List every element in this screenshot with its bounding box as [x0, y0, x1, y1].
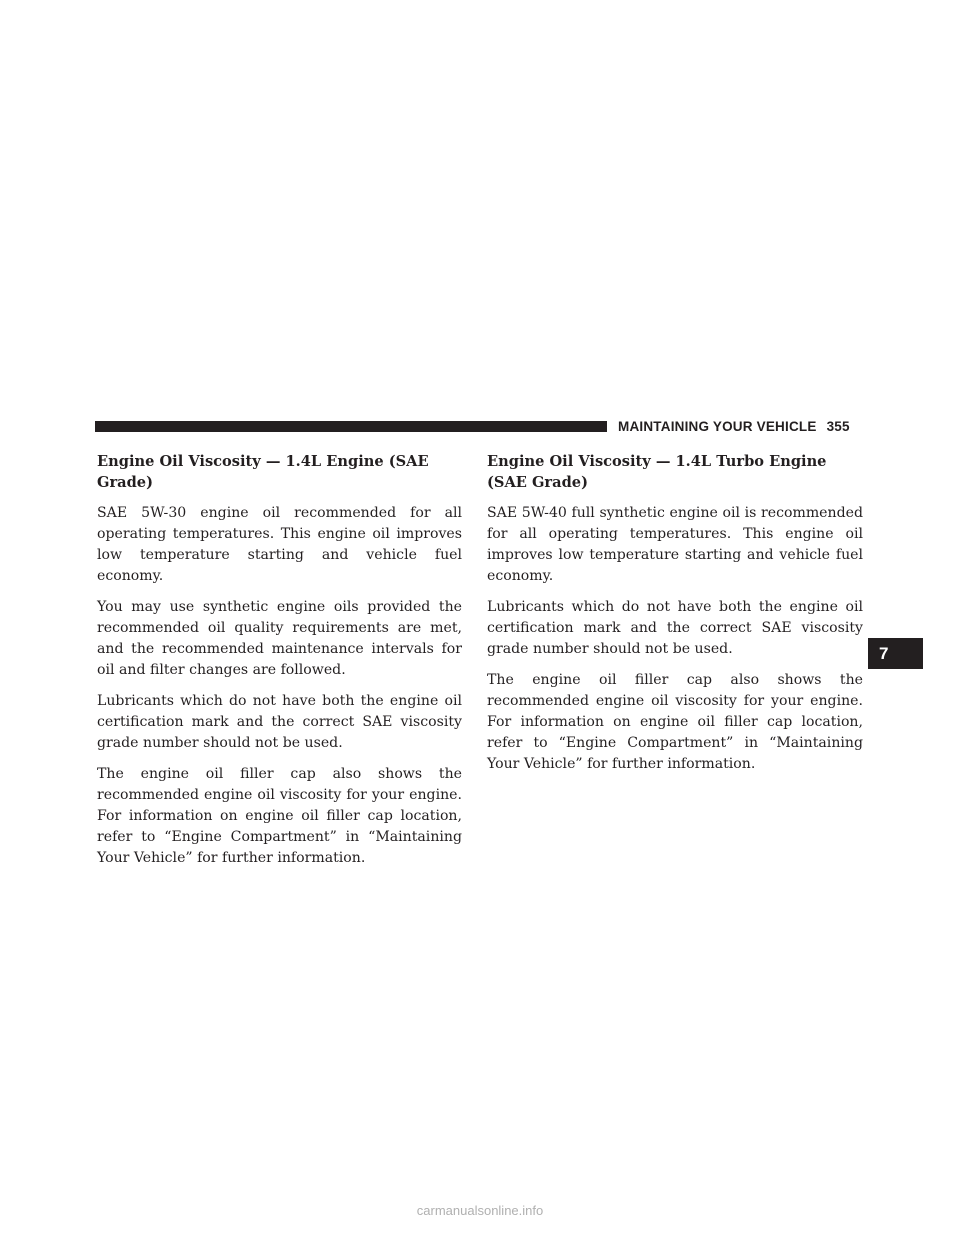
section-title: MAINTAINING YOUR VEHICLE [618, 419, 817, 434]
running-header [618, 418, 850, 436]
right-paragraph-2: Lubricants which do not have both the engine oil certification mark and the correct SAE viscosity grade number should not be used. [487, 599, 863, 657]
left-column [97, 452, 462, 879]
watermark: carmanualsonline.info [416, 1203, 544, 1218]
right-paragraph-3: The engine oil filler cap also shows the recommended engine oil viscosity for your engine. For information on engine oil filler cap location, refer to “Engine Compartment” in “Maintaining Your Vehicle” for further information. [487, 672, 863, 772]
left-paragraph-4: The engine oil filler cap also shows the recommended engine oil viscosity for your engine. For information on engine oil filler cap location, refer to “Engine Compartment” in “Maintaining Your Vehicle” for further information. [97, 766, 462, 866]
right-column [487, 452, 863, 785]
right-heading: Engine Oil Viscosity — 1.4L Turbo Engine (SAE Grade) [487, 453, 827, 491]
chapter-tab: 7 [868, 638, 923, 669]
left-paragraph-1: SAE 5W-30 engine oil recommended for all operating temperatures. This engine oil improves low temperature starting and vehicle fuel economy. [97, 505, 462, 584]
page-number: 355 [826, 419, 850, 434]
left-paragraph-3: Lubricants which do not have both the engine oil certification mark and the correct SAE viscosity grade number should not be used. [97, 693, 462, 751]
right-paragraph-1: SAE 5W-40 full synthetic engine oil is recommended for all operating temperatures. This engine oil improves low temperature starting and vehicle fuel economy. [487, 505, 863, 584]
left-paragraph-2: You may use synthetic engine oils provided the recommended oil quality requirements are met, and the recommended maintenance intervals for oil and filter changes are followed. [97, 599, 462, 678]
left-heading: Engine Oil Viscosity — 1.4L Engine (SAE Grade) [97, 453, 429, 491]
header-rule [95, 421, 607, 432]
